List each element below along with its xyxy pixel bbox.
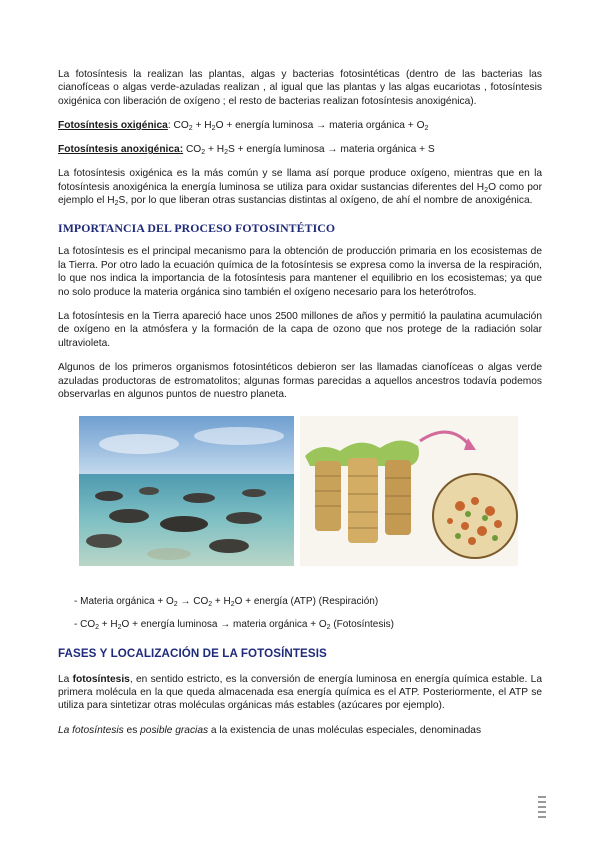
- intro-paragraph: La fotosíntesis la realizan las plantas, algas y bacterias fotosintéticas (dentro de las bacterias las cianofíceas o algas verde-azuladas realizan , al igual que las plantas y las algas eucariotas , fotosíntesis oxigénica con liberación de oxígeno ; el resto de bacterias realizan fotosíntesis anoxigénica).: [58, 69, 542, 107]
- page-edge-marks: [538, 796, 546, 821]
- molecules-paragraph: La fotosíntesis es posible gracias a la existencia de unas moléculas especiales, denominadas: [58, 724, 482, 736]
- stromatolites-illustration: [300, 416, 518, 566]
- oxygenic-explanation-paragraph: La fotosíntesis oxigénica es la más común y se llama así porque produce oxígeno, mientras que en la fotosíntesis anoxigénica la energía luminosa se utiliza para oxidar sustancias diferentes del $H_2O$ como por ejemplo el $H_2S$, por lo que liberan otras sustancias distintas al oxígeno, de ahí el nombre de anoxigénica.: [58, 168, 542, 208]
- oxygenic-label: Fotosíntesis oxigénica: [58, 120, 168, 132]
- oxygenic-equation: Fotosíntesis oxigénica: $CO_2 + H_2O$ + energía luminosa → materia orgánica + $O_2$: [58, 120, 429, 133]
- cyanobacteria-paragraph: Algunos de los primeros organismos fotosintéticos debieron ser las llamadas cianofíceas o algas verde azuladas productoras de estromatolitos; algunas formas parecidas a aquellos ancestros todavía podemos observarlas en algunos puntos de nuestro planeta.: [58, 362, 542, 401]
- section-heading-importance: IMPORTANCIA DEL PROCESO FOTOSINTÉTICO: [58, 221, 336, 236]
- respiration-formula: - Materia orgánica + $O_2 \to CO_2 + H_2O$ + energía (ATP) (Respiración): [74, 595, 379, 608]
- anoxygenic-equation: Fotosíntesis anoxigénica: $CO_2 + H_2S$ + energía luminosa → materia orgánica + S: [58, 144, 435, 157]
- photosynthesis-formula: - $CO_2 + H_2O$ + energía luminosa → materia orgánica + $O_2$ (Fotosíntesis): [74, 618, 394, 631]
- stromatolites-sea-photo: [79, 416, 294, 566]
- document-page: [58, 68, 542, 737]
- anoxygenic-label: Fotosíntesis anoxigénica:: [58, 144, 184, 156]
- origin-paragraph: La fotosíntesis en la Tierra apareció hace unos 2500 millones de años y permitió la paulatina acumulación de oxígeno en la atmósfera y la formación de la capa de ozono que nos protege de la radiación solar ultravioleta.: [58, 311, 542, 349]
- importance-paragraph: La fotosíntesis es el principal mecanismo para la obtención de producción primaria en los ecosistemas de la Tierra. Por otro lado la ecuación química de la fotosíntesis se expresa como la inversa de la respiración, lo que nos indica la importancia de la fotosíntesis para mantener el equilibrio en los ecosistemas; ya que no solo produce la materia orgánica sino también el oxígeno necesario para los heterótrofos.: [58, 246, 542, 298]
- section-heading-phases: FASES Y LOCALIZACIÓN DE LA FOTOSÍNTESIS: [58, 646, 327, 660]
- figures-row: [58, 416, 542, 566]
- phases-paragraph: La fotosíntesis, en sentido estricto, es la conversión de energía luminosa en energía química estable. La primera molécula en la que queda almacenada esa energía química es el ATP. Posteriormente, el ATP se utiliza para sintetizar otras moléculas orgánicas más estables (azúcares por ejemplo).: [58, 673, 542, 712]
